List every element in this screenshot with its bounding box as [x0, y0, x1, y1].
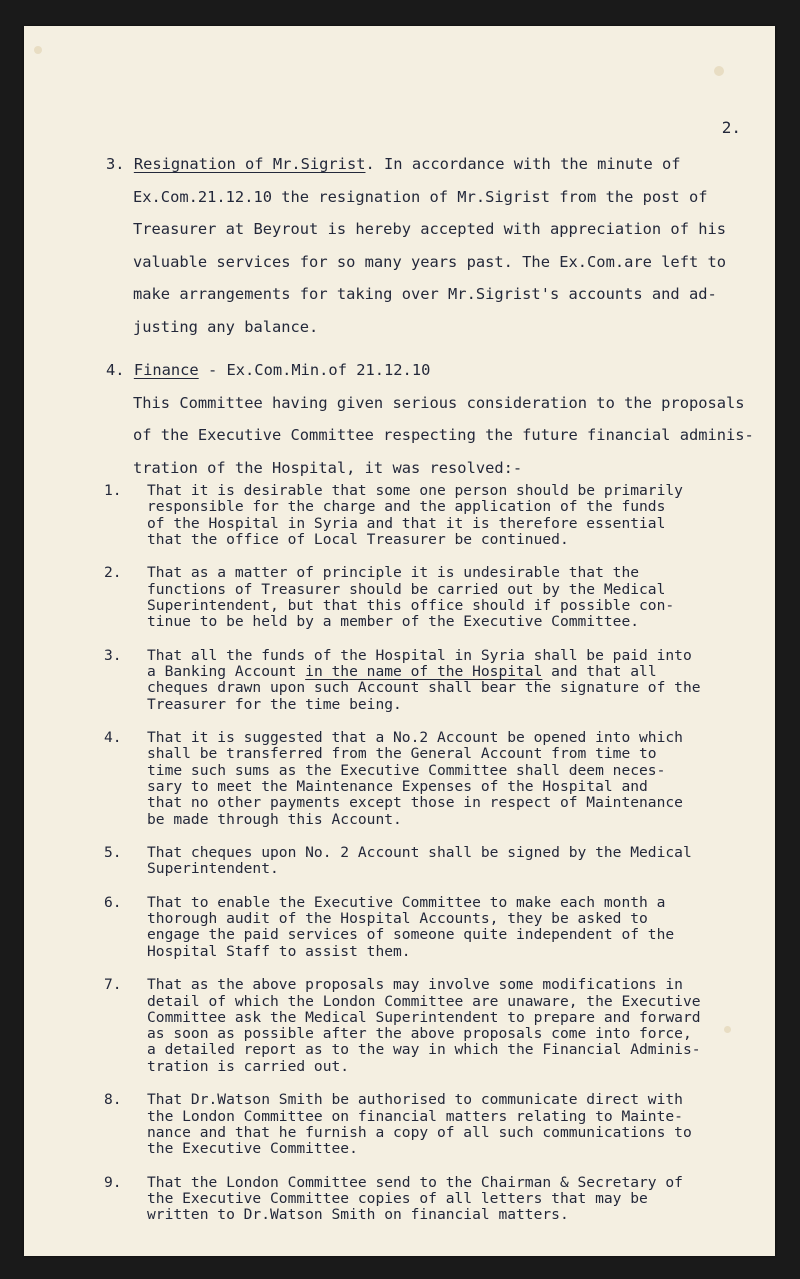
text-line: as soon as possible after the above proposals come into force,: [147, 1025, 692, 1043]
list-item-number: 6.: [104, 893, 122, 911]
list-item: [104, 565, 764, 630]
text-line: valuable services for so many years past. The Ex.Com.are left to: [133, 252, 727, 271]
text-line: That to enable the Executive Committee to make each month a: [147, 893, 666, 911]
text-line: Ex.Com.21.12.10 the resignation of Mr.Sigrist from the post of: [133, 187, 708, 206]
text-line: That the London Committee send to the Chairman & Secretary of: [147, 1173, 683, 1191]
text-line: engage the paid services of someone quite independent of the: [147, 926, 675, 944]
section-heading: Resignation of Mr.Sigrist: [133, 155, 366, 173]
paper-stain: [34, 46, 42, 54]
resolution-list: [104, 483, 764, 1241]
text-line: justing any balance.: [133, 317, 319, 336]
text-line: Committee ask the Medical Superintendent to prepare and forward: [147, 1008, 701, 1026]
text-line: a detailed report as to the way in which the Financial Adminis-: [147, 1041, 701, 1059]
text-line: be made through this Account.: [147, 810, 402, 828]
text-line: That it is suggested that a No.2 Account be opened into which: [147, 729, 683, 747]
text-line: That cheques upon No. 2 Account shall be signed by the Medical: [147, 844, 692, 862]
text-line: That as a matter of principle it is undesirable that the: [147, 564, 640, 582]
list-item-text: [147, 483, 764, 548]
text-line: That Dr.Watson Smith be authorised to communicate direct with: [147, 1091, 683, 1109]
text-line: of the Executive Committee respecting the future financial adminis-: [133, 426, 754, 444]
list-item: [104, 1175, 764, 1224]
section-number: 3.: [106, 155, 125, 173]
text-line: shall be transferred from the General Account from time to: [147, 745, 657, 763]
section-number: 4.: [106, 361, 125, 379]
list-item: [104, 895, 764, 960]
section-4: [106, 354, 766, 484]
text-line: written to Dr.Watson Smith on financial matters.: [147, 1206, 569, 1224]
list-item: [104, 648, 764, 713]
text-line: a Banking Account in the name of the Hospital and that all: [147, 663, 657, 681]
text-line: the Executive Committee.: [147, 1140, 358, 1158]
list-item-text: [147, 730, 764, 828]
list-item-text: [147, 1175, 764, 1224]
list-item: [104, 1092, 764, 1157]
list-item-number: 9.: [104, 1173, 122, 1191]
text-line: the Executive Committee copies of all letters that may be: [147, 1189, 648, 1207]
paper-stain: [714, 66, 724, 76]
section-heading: Finance: [133, 361, 199, 379]
section-3: [106, 148, 746, 343]
text-line: tration is carried out.: [147, 1057, 350, 1075]
text-line: Superintendent.: [147, 860, 279, 878]
text-line: detail of which the London Committee are unaware, the Executive: [147, 992, 701, 1010]
list-item-number: 3.: [104, 646, 122, 664]
list-item: [104, 977, 764, 1075]
text-line: That all the funds of the Hospital in Syria shall be paid into: [147, 646, 692, 664]
text-line: that the office of Local Treasurer be continued.: [147, 530, 569, 548]
text-line: nance and that he furnish a copy of all such communications to: [147, 1123, 692, 1141]
text-line: responsible for the charge and the application of the funds: [147, 498, 666, 516]
document-page: [24, 26, 775, 1256]
text-line: Treasurer for the time being.: [147, 695, 402, 713]
text-line: . In accordance with the minute of: [365, 155, 681, 173]
page-number: 2.: [721, 118, 741, 137]
text-line: Superintendent, but that this office should if possible con-: [147, 596, 675, 614]
list-item-text: [147, 1092, 764, 1157]
text-line: Hospital Staff to assist them.: [147, 942, 411, 960]
text-line: functions of Treasurer should be carried out by the Medical: [147, 580, 666, 598]
text-line: cheques drawn upon such Account shall bear the signature of the: [147, 679, 701, 697]
text-line: Treasurer at Beyrout is hereby accepted with appreciation of his: [133, 220, 727, 238]
text-line: That as the above proposals may involve some modifications in: [147, 976, 683, 994]
list-item-number: 8.: [104, 1091, 122, 1109]
text-line: that no other payments except those in respect of Maintenance: [147, 794, 683, 812]
list-item-text: [147, 895, 764, 960]
list-item: [104, 845, 764, 878]
list-item-text: [147, 977, 764, 1075]
text-line: sary to meet the Maintenance Expenses of the Hospital and: [147, 778, 648, 796]
list-item-text: [147, 845, 764, 878]
list-item-text: [147, 565, 764, 630]
text-line: of the Hospital in Syria and that it is therefore essential: [147, 514, 666, 532]
list-item-text: [147, 648, 764, 713]
list-item: [104, 483, 764, 548]
text-line: That it is desirable that some one person should be primarily: [147, 482, 683, 499]
underlined-phrase: in the name of the Hospital: [305, 663, 543, 681]
list-item: [104, 730, 764, 828]
text-line: make arrangements for taking over Mr.Sigrist's accounts and ad-: [133, 285, 717, 303]
list-item-number: 1.: [104, 482, 122, 499]
list-item-number: 4.: [104, 729, 122, 747]
text-line: thorough audit of the Hospital Accounts, they be asked to: [147, 910, 648, 928]
text-line: the London Committee on financial matters relating to Mainte-: [147, 1107, 683, 1125]
list-item-number: 7.: [104, 976, 122, 994]
list-item-number: 5.: [104, 844, 122, 862]
text-line: tration of the Hospital, it was resolved:-: [133, 458, 523, 477]
section-heading-rest: - Ex.Com.Min.of 21.12.10: [198, 361, 431, 379]
list-item-number: 2.: [104, 564, 122, 582]
text-line: This Committee having given serious consideration to the proposals: [133, 393, 745, 412]
text-line: time such sums as the Executive Committee shall deem neces-: [147, 761, 666, 779]
text-line: tinue to be held by a member of the Executive Committee.: [147, 613, 640, 631]
